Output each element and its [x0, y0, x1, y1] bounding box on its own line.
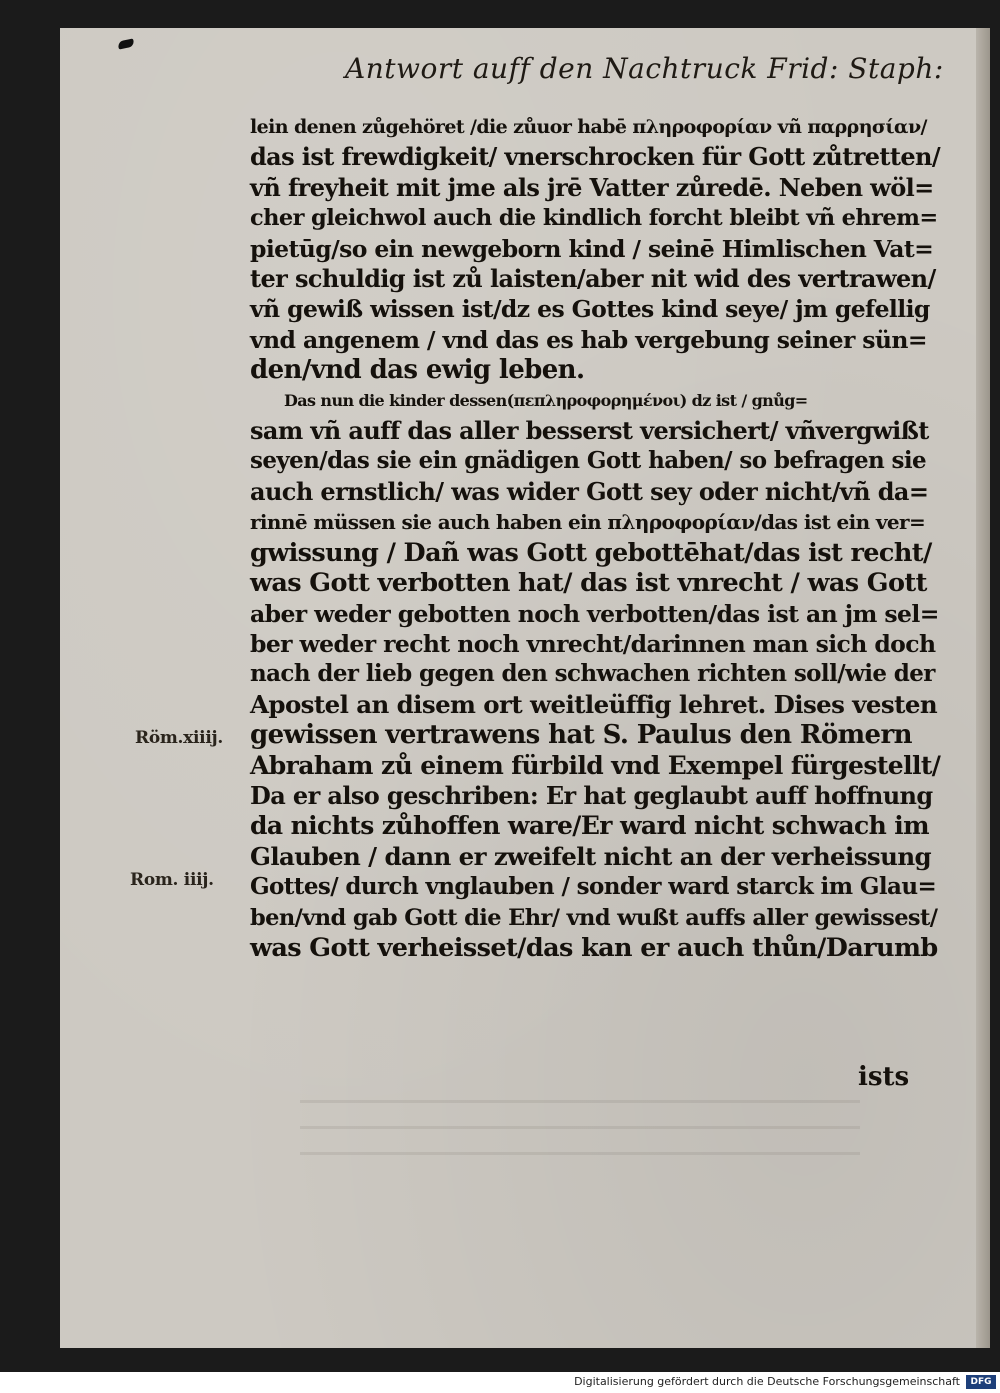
- margin-note: Rom. iiij.: [130, 870, 214, 890]
- text-line: da nichts zůhoffen ware/Er ward nicht schwach im: [250, 811, 930, 841]
- margin-note: Röm.xiiij.: [135, 728, 223, 748]
- text-line: Gottes/ durch vnglauben / sonder ward starck im Glau=: [250, 873, 937, 901]
- text-line: vnd angenem / vnd das es hab vergebung seiner sün=: [250, 325, 927, 354]
- text-line: seyen/das sie ein gnädigen Gott haben/ so befragen sie: [250, 447, 927, 475]
- text-line: ber weder recht noch vnrecht/darinnen man sich doch: [250, 629, 936, 658]
- text-line: den/vnd das ewig leben.: [250, 355, 585, 386]
- text-line: pietūg/so ein newgeborn kind / seinē Himlischen Vat=: [250, 234, 934, 263]
- text-line: nach der lieb gegen den schwachen richten soll/wie der: [250, 660, 935, 688]
- text-line: aber weder gebotten noch verbotten/das ist an jm sel=: [250, 599, 939, 628]
- text-line: Abraham zů einem fürbild vnd Exempel fürgestellt/: [250, 750, 941, 780]
- text-line: was Gott verbotten hat/ das ist vnrecht / was Gott: [250, 568, 927, 599]
- text-line: gwissung / Dañ was Gott gebottēhat/das ist recht/: [250, 537, 932, 568]
- text-line: ben/vnd gab Gott die Ehr/ vnd wußt auffs aller gewissest/: [250, 904, 938, 931]
- text-line: rinnē müssen sie auch haben ein πληροφορίαν/das ist ein ver=: [250, 510, 926, 535]
- footer-bar: [0, 1372, 1000, 1393]
- text-line: sam vñ auff das aller besserst versichert/ vñvergwißt: [250, 416, 929, 446]
- paragraph-start-line: Das nun die kinder dessen(πεπληροφορημένοι) dz ist / gnůg=: [284, 390, 808, 410]
- text-line: Da er also geschriben: Er hat geglaubt auff hoffnung: [250, 780, 933, 810]
- text-line: Apostel an disem ort weitleüffig lehret. Dises vesten: [250, 689, 938, 719]
- footer-credit: Digitalisierung gefördert durch die Deutsche Forschungsgemeinschaft: [574, 1375, 960, 1388]
- text-line: lein denen zůgehöret /die zůuor habē πληροφορίαν vñ παρρησίαν/: [250, 116, 927, 138]
- text-line: vñ gewiß wissen ist/dz es Gottes kind seye/ jm gefellig: [250, 295, 930, 324]
- dfg-logo-icon: DFG: [966, 1375, 996, 1389]
- page-edge: [976, 28, 990, 1348]
- text-line: vñ freyheit mit jme als jrē Vatter zůredē. Neben wöl=: [250, 172, 934, 202]
- show-through-text: [300, 1100, 860, 1170]
- text-line: ter schuldig ist zů laisten/aber nit wid des vertrawen/: [250, 264, 936, 294]
- text-line: cher gleichwol auch die kindlich forcht bleibt vñ ehrem=: [250, 205, 938, 232]
- text-line: auch ernstlich/ was wider Gott sey oder nicht/vñ da=: [250, 476, 929, 506]
- text-line: das ist frewdigkeit/ vnerschrocken für Gott zůtretten/: [250, 142, 941, 172]
- running-head: Antwort auff den Nachtruck Frid: Staph:: [345, 52, 944, 85]
- text-line: was Gott verheisset/das kan er auch thůn/Darumb: [250, 932, 938, 963]
- text-line: Glauben / dann er zweifelt nicht an der verheissung: [250, 841, 932, 871]
- text-line: gewissen vertrawens hat S. Paulus den Römern: [250, 720, 912, 751]
- body-text: [250, 112, 940, 963]
- catchword: ists: [858, 1062, 910, 1092]
